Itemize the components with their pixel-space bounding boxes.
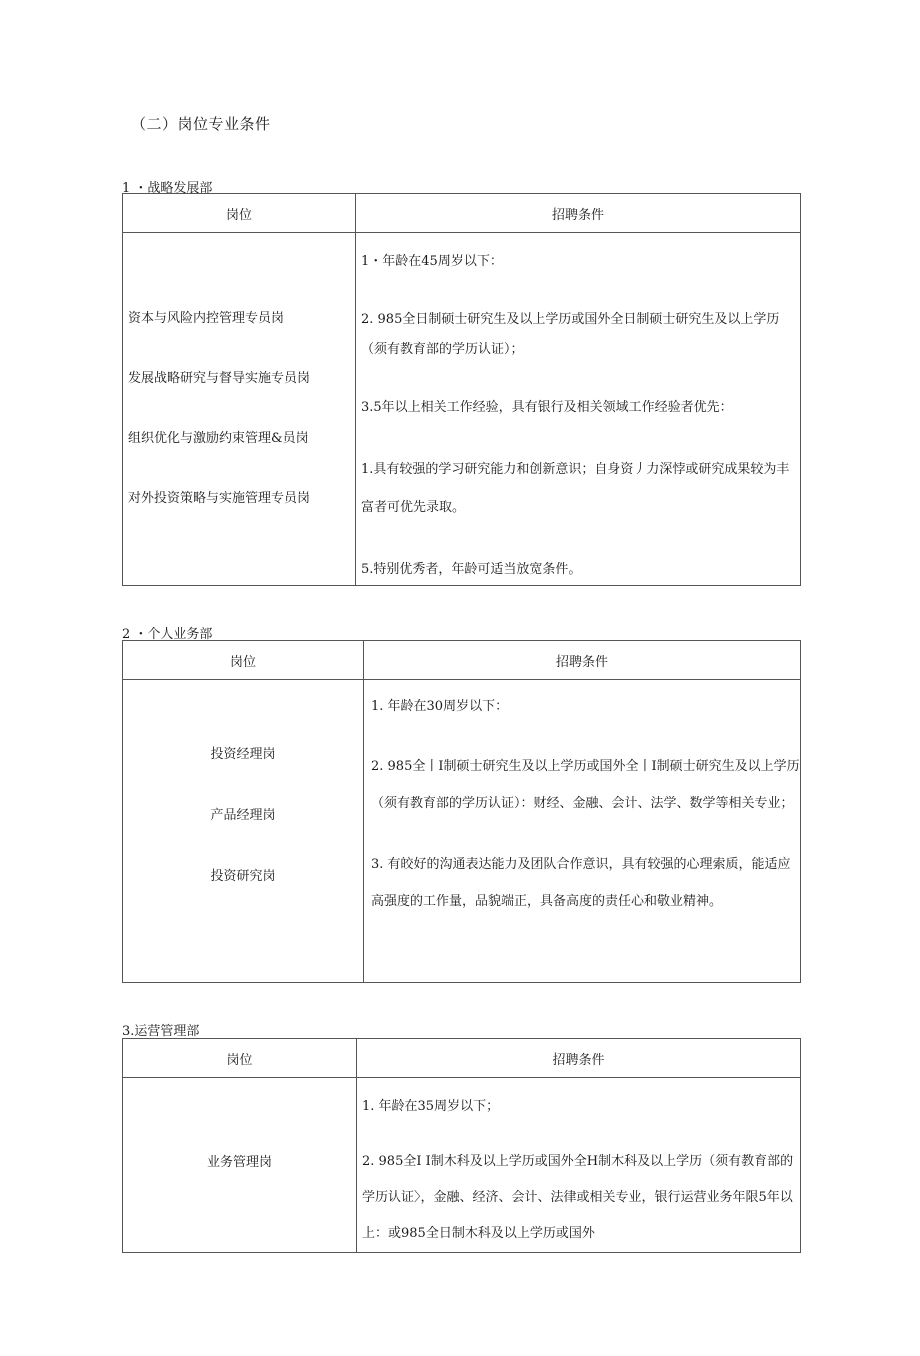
position-item: 投资研究岗 [210, 869, 276, 884]
condition-item: 1.具有较强的学习研究能力和创新意识；自身资丿力深悖或研究成果较为丰富者可优先录取。 [361, 462, 790, 515]
condition-item: 3. 有皎好的沟通表达能力及团队合作意识，具有较强的心理索质，能适应高强度的工作量，品貌端正，具备高度的责任心和敬业精神。 [371, 857, 791, 909]
table-header-row [123, 194, 801, 233]
condition-item: 2. 985全I I制木科及以上学历或国外全H制木科及以上学历（须有教育部的学历认证〉，金融、经济、会计、法律或相关专业，银行运营业务年限5年以上：或985全日制木科及以上学历或国外 [362, 1154, 794, 1241]
position-item: 资本与风险内控管理专员岗 [128, 311, 285, 326]
table-header-row [123, 1039, 801, 1078]
requirements-table-operations [122, 1038, 801, 1253]
column-header-conditions: 招聘条件 [356, 194, 801, 233]
position-list [123, 1153, 356, 1173]
table-row [123, 233, 801, 586]
positions-cell [123, 1078, 357, 1253]
condition-list [357, 1078, 800, 1252]
position-item: 对外投资策略与实施管理专员岗 [128, 491, 311, 506]
condition-item: 5.特别优秀者，年龄可适当放宽条件。 [361, 562, 582, 577]
table-row [123, 680, 801, 983]
conditions-cell [356, 233, 801, 586]
requirements-table-strategy [122, 193, 801, 586]
position-item: 发展战略研究与督导实施专员岗 [128, 371, 311, 386]
page-heading: （二）岗位专业条件 [131, 115, 271, 133]
conditions-cell [357, 1078, 801, 1253]
position-item: 投资经理岗 [210, 747, 276, 762]
condition-list [356, 233, 800, 585]
condition-item: 3.5年以上相关工作经验，具有银行及相关领域工作经验者优先： [361, 400, 733, 415]
condition-item: 2. 985全日制硕士研究生及以上学历或国外全日制硕士研究生及以上学历（须有教育部的学历认证）； [361, 312, 780, 357]
column-header-conditions: 招聘条件 [364, 641, 801, 680]
column-header-position: 岗位 [123, 641, 364, 680]
positions-cell [123, 680, 364, 983]
positions-cell [123, 233, 356, 586]
position-item: 产品经理岗 [210, 808, 276, 823]
condition-list [364, 680, 800, 920]
requirements-table-personal-business [122, 640, 801, 983]
condition-item: 1・年龄在45周岁以下： [361, 254, 503, 269]
table-header-row [123, 641, 801, 680]
condition-item: 2. 985全丨I制硕士研究生及以上学历或国外全丨I制硕士研究生及以上学历（须有教育部的学历认证）：财经、金融、会计、法学、数学等相关专业； [371, 759, 800, 811]
column-header-position: 岗位 [123, 194, 356, 233]
position-list [128, 309, 355, 509]
section-title-personal-business: 2 ・个人业务部 [122, 627, 213, 642]
column-header-position: 岗位 [123, 1039, 357, 1078]
section-title-strategy: 1 ・战略发展部 [122, 181, 213, 196]
column-header-conditions: 招聘条件 [357, 1039, 801, 1078]
position-item: 业务管理岗 [206, 1155, 272, 1170]
position-list [123, 745, 363, 887]
conditions-cell [364, 680, 801, 983]
condition-item: 1. 年龄在35周岁以下； [362, 1099, 500, 1114]
section-title-operations: 3.运营管理部 [122, 1024, 200, 1039]
condition-item: 1. 年龄在30周岁以下： [371, 699, 509, 714]
table-row [123, 1078, 801, 1253]
position-item: 组织优化与激励约束管理&员岗 [128, 431, 309, 446]
